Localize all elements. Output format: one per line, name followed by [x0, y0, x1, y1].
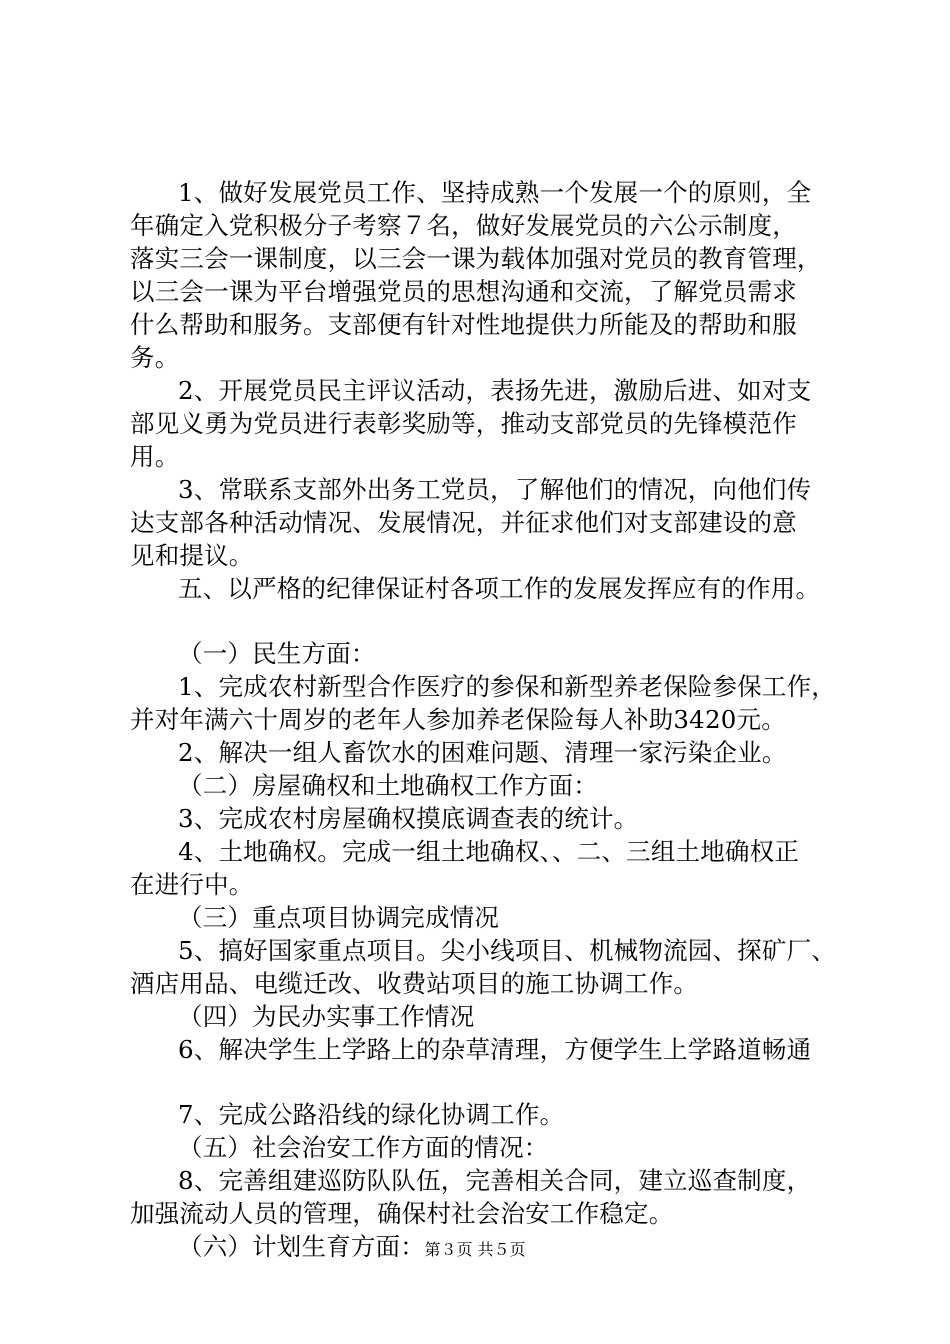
paragraph-line: 6、解决学生上学路上的杂草清理，方便学生上学路道畅通	[178, 1035, 812, 1064]
subsection-heading: （三）重点项目协调完成情况	[178, 903, 500, 932]
paragraph-line: 以三会一课为平台增强党员的思想沟通和交流，了解党员需求	[130, 277, 797, 306]
subsection-heading: （六）计划生育方面：	[178, 1232, 425, 1261]
paragraph-line: 1、做好发展党员工作、坚持成熟一个发展一个的原则，全	[178, 178, 812, 207]
paragraph-line: 年确定入党积极分子考察７名，做好发展党员的六公示制度，	[130, 211, 797, 240]
paragraph-line: 5、搞好国家重点项目。尖小线项目、机械物流园、探矿厂、	[178, 936, 836, 965]
paragraph-line: 加强流动人员的管理，确保村社会治安工作稳定。	[130, 1199, 674, 1228]
paragraph-line: 8、完善组建巡防队队伍，完善相关合同，建立巡查制度，	[178, 1166, 812, 1195]
paragraph-line: 2、开展党员民主评议活动，表扬先进，激励后进、如对支	[178, 376, 812, 405]
paragraph-line: 并对年满六十周岁的老年人参加养老保险每人补助3420元。	[130, 705, 786, 734]
subsection-heading: （五）社会治安工作方面的情况：	[178, 1133, 549, 1162]
page-number-footer: 第３页 共５页	[424, 1240, 526, 1259]
subsection-heading: （四）为民办实事工作情况	[178, 1002, 475, 1031]
section-heading: 五、以严格的纪律保证村各项工作的发展发挥应有的作用。	[178, 574, 821, 603]
paragraph-line: 在进行中。	[130, 870, 254, 899]
paragraph-line: 务。	[130, 343, 180, 372]
paragraph-line: 见和提议。	[130, 541, 254, 570]
paragraph-line: 2、解决一组人畜饮水的困难问题、清理一家污染企业。	[178, 738, 787, 767]
paragraph-line: 用。	[130, 442, 180, 471]
subsection-heading: （二）房屋确权和土地确权工作方面：	[178, 771, 598, 800]
paragraph-line: 落实三会一课制度，以三会一课为载体加强对党员的教育管理，	[130, 244, 822, 273]
paragraph-line: 7、完成公路沿线的绿化协调工作。	[178, 1100, 565, 1129]
paragraph-line: 部见义勇为党员进行表彰奖励等，推动支部党员的先锋模范作	[130, 409, 797, 438]
paragraph-line: 酒店用品、电缆迁改、收费站项目的施工协调工作。	[130, 969, 699, 998]
subsection-heading: （一）民生方面：	[178, 639, 376, 668]
paragraph-line: 3、完成农村房屋确权摸底调查表的统计。	[178, 804, 639, 833]
paragraph-line: 1、完成农村新型合作医疗的参保和新型养老保险参保工作，	[178, 672, 836, 701]
paragraph-line: 什么帮助和服务。支部便有针对性地提供力所能及的帮助和服	[130, 310, 797, 339]
paragraph-line: 3、常联系支部外出务工党员，了解他们的情况，向他们传	[178, 475, 812, 504]
paragraph-line: 达支部各种活动情况、发展情况，并征求他们对支部建设的意	[130, 508, 797, 537]
paragraph-line: 4、土地确权。完成一组土地确权、、二、三组土地确权正	[178, 837, 800, 866]
